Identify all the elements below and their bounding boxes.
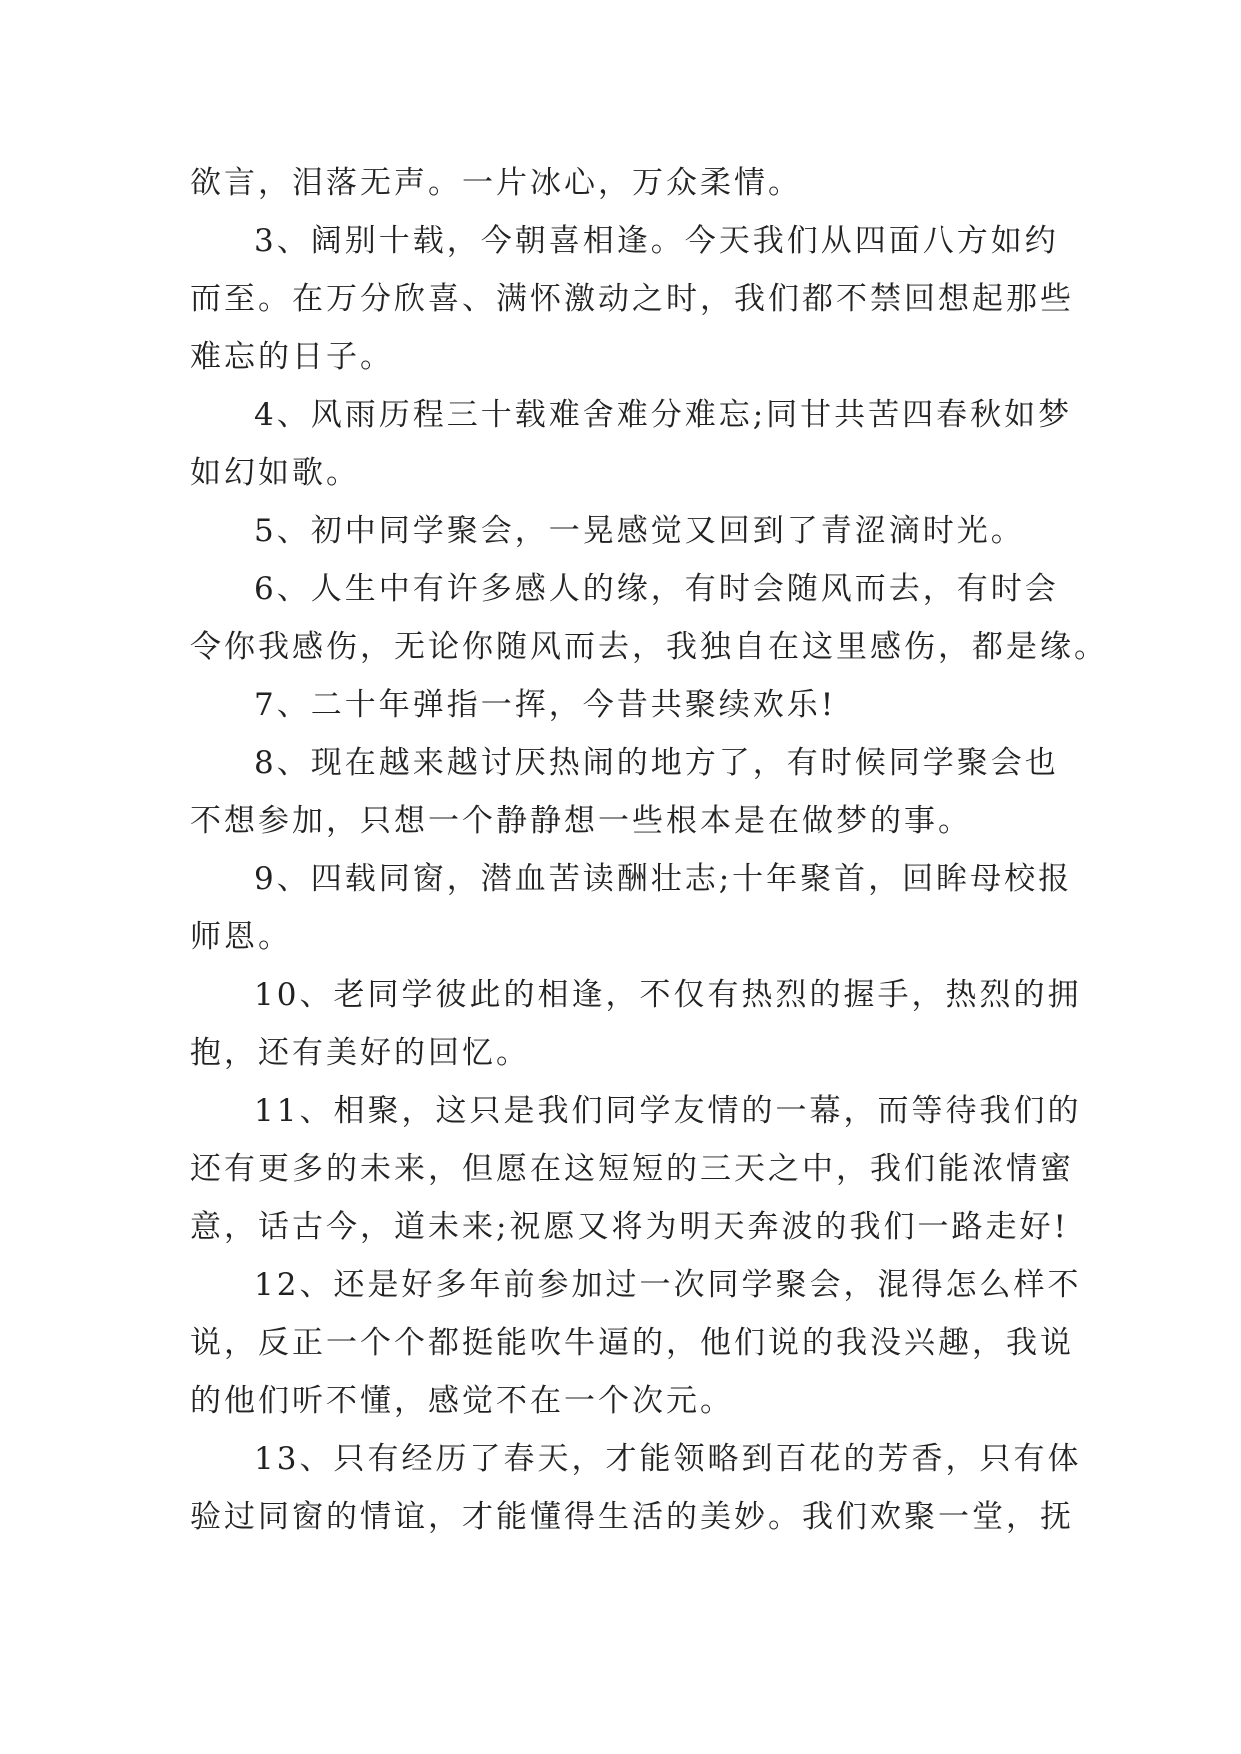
paragraph-line: 6、人生中有许多感人的缘，有时会随风而去，有时会 [254,571,1059,607]
paragraph-line: 师恩。 [190,919,292,955]
paragraph-line: 的他们听不懂，感觉不在一个次元。 [190,1383,734,1419]
paragraph-line: 4、风雨历程三十载难舍难分难忘;同甘共苦四春秋如梦 [254,397,1073,433]
paragraph-line: 验过同窗的情谊，才能懂得生活的美妙。我们欢聚一堂，抚 [190,1499,1074,1535]
paragraph-line: 而至。在万分欣喜、满怀激动之时，我们都不禁回想起那些 [190,281,1074,317]
paragraph-line: 令你我感伤，无论你随风而去，我独自在这里感伤，都是缘。 [190,629,1108,665]
paragraph-line: 意，话古今，道未来;祝愿又将为明天奔波的我们一路走好! [190,1209,1069,1245]
paragraph-line: 如幻如歌。 [190,455,360,491]
paragraph-line: 欲言，泪落无声。一片冰心，万众柔情。 [190,165,802,201]
paragraph-line: 12、还是好多年前参加过一次同学聚会，混得怎么样不 [254,1267,1082,1303]
paragraph-line: 不想参加，只想一个静静想一些根本是在做梦的事。 [190,803,972,839]
paragraph-line: 13、只有经历了春天，才能领略到百花的芳香，只有体 [254,1441,1082,1477]
paragraph-line: 11、相聚，这只是我们同学友情的一幕，而等待我们的 [254,1093,1082,1129]
paragraph-line: 10、老同学彼此的相逢，不仅有热烈的握手，热烈的拥 [254,977,1082,1013]
paragraph-line: 还有更多的未来，但愿在这短短的三天之中，我们能浓情蜜 [190,1151,1074,1187]
document-body [190,154,1108,1546]
paragraph-line: 9、四载同窗，潜血苦读酬壮志;十年聚首，回眸母校报 [254,861,1073,897]
paragraph-line: 3、阔别十载，今朝喜相逢。今天我们从四面八方如约 [254,223,1059,259]
paragraph-line: 5、初中同学聚会，一晃感觉又回到了青涩滴时光。 [254,513,1025,549]
paragraph-line: 说，反正一个个都挺能吹牛逼的，他们说的我没兴趣，我说 [190,1325,1074,1361]
paragraph-line: 8、现在越来越讨厌热闹的地方了，有时候同学聚会也 [254,745,1059,781]
paragraph-line: 难忘的日子。 [190,339,394,375]
paragraph-line: 抱，还有美好的回忆。 [190,1035,530,1071]
paragraph-line: 7、二十年弹指一挥，今昔共聚续欢乐! [254,687,837,723]
